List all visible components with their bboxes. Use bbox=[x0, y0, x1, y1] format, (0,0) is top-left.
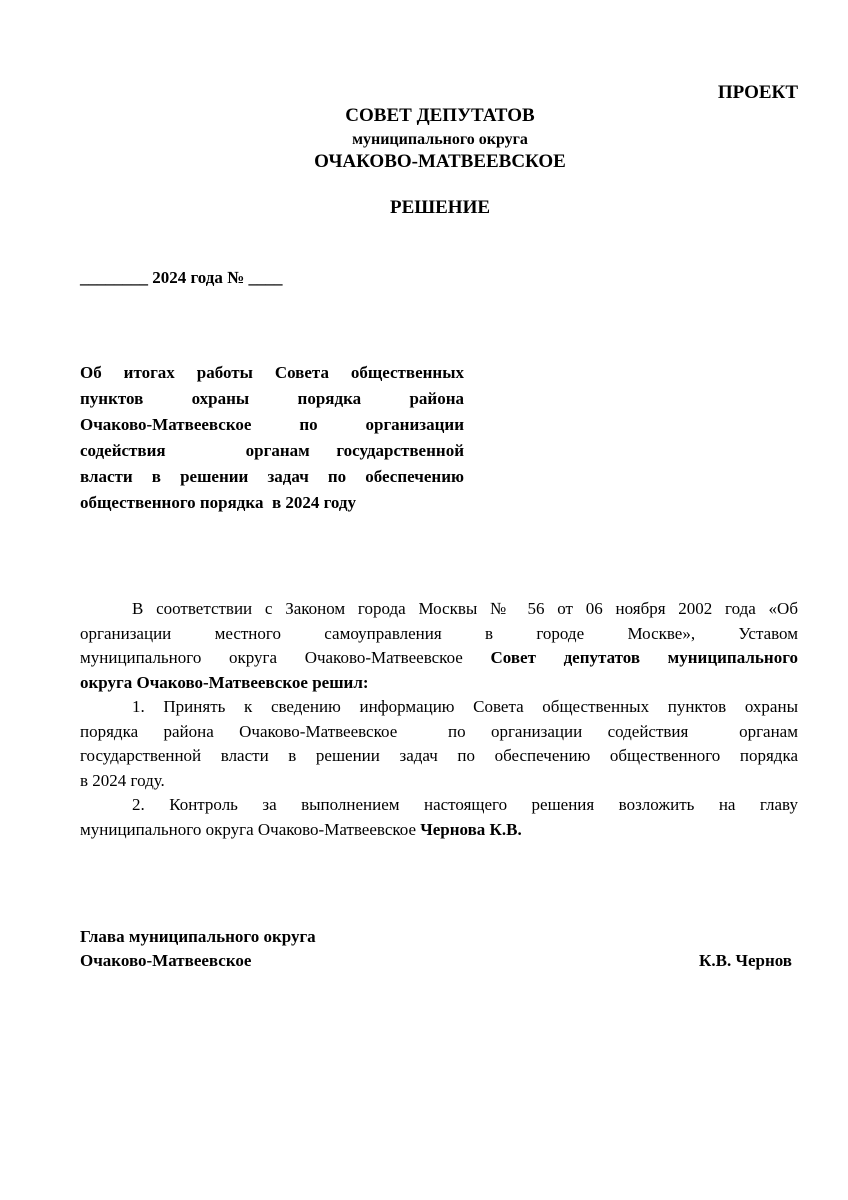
body-line: 1. Принять к сведению информацию Совета общественных пунктов охраны bbox=[132, 697, 798, 716]
council-title: СОВЕТ ДЕПУТАТОВ bbox=[345, 105, 535, 126]
body-text-regular: муниципального округа Очаково-Матвеевское bbox=[80, 819, 421, 839]
signatory-title-line-1: Глава муниципального округа bbox=[80, 927, 316, 946]
signature-row bbox=[80, 949, 792, 973]
body-text-bold: Совет депутатов муниципального bbox=[490, 648, 798, 667]
signatory-name: К.В. Чернов bbox=[699, 951, 792, 970]
subject-line: общественного порядка в 2024 году bbox=[80, 493, 357, 512]
body-text-regular: муниципального округа Очаково-Матвеевское bbox=[80, 648, 491, 667]
draft-stamp: ПРОЕКТ bbox=[717, 82, 798, 103]
item-1-paragraph bbox=[80, 695, 798, 793]
body-line: округа Очаково-Матвеевское решил: bbox=[80, 672, 369, 692]
body-line: порядка района Очаково-Матвеевское по организации содействия органам bbox=[80, 721, 798, 741]
subject-line: содействия органам государственной bbox=[80, 441, 464, 460]
body-line: в 2024 году. bbox=[80, 770, 165, 790]
signature-block bbox=[80, 925, 792, 973]
date-number-line: ________ 2024 года № ____ bbox=[80, 268, 283, 287]
signatory-title-line-2: Очаково-Матвеевское bbox=[80, 951, 252, 970]
subject-line: Очаково-Матвеевское по организации bbox=[80, 415, 464, 434]
body-line: В соответствии с Законом города Москвы № 56 от 06 ноября 2002 года «Об bbox=[132, 599, 798, 618]
subject-line: Об итогах работы Совета общественных bbox=[80, 363, 464, 382]
body-line: организации местного самоуправления в городе Москве», Уставом bbox=[80, 623, 798, 643]
decision-body bbox=[80, 597, 798, 842]
body-line: 2. Контроль за выполнением настоящего решения возложить на главу bbox=[132, 795, 798, 814]
body-text-bold: Чернова К.В. bbox=[420, 819, 522, 839]
municipal-subtitle: муниципального округа bbox=[352, 131, 528, 148]
decision-subject bbox=[80, 360, 464, 516]
preamble-paragraph bbox=[80, 597, 798, 695]
body-line: государственной власти в решении задач по обеспечению общественного порядка bbox=[80, 746, 798, 765]
body-line bbox=[80, 818, 798, 843]
item-2-paragraph bbox=[80, 793, 798, 842]
body-line bbox=[80, 646, 798, 671]
subject-line: власти в решении задач по обеспечению bbox=[80, 467, 464, 486]
subject-line: пунктов охраны порядка района bbox=[80, 389, 464, 408]
district-name: ОЧАКОВО-МАТВЕЕВСКОЕ bbox=[314, 151, 566, 172]
document-type: РЕШЕНИЕ bbox=[389, 197, 491, 218]
